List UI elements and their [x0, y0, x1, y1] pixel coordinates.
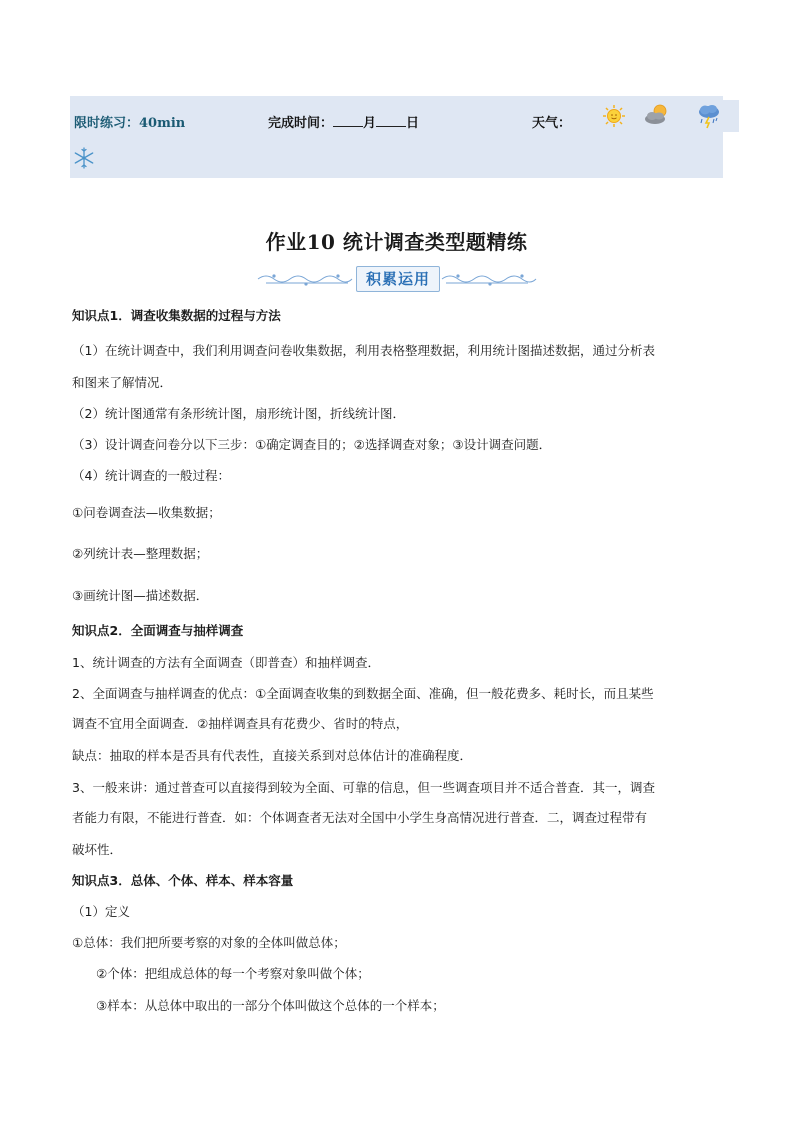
- text-line: ②列统计表—整理数据；: [72, 546, 209, 561]
- page-title: 作业10 统计调查类型题精练: [265, 230, 528, 254]
- text-line: ②个体：把组成总体的每一个考察对象叫做个体；: [96, 966, 370, 981]
- text-line: 者能力有限，不能进行普查．如：个体调查者无法对全国中小学生身高情况进行普查．二，调查过程带有: [72, 810, 648, 825]
- text-line: ①总体：我们把所要考察的对象的全体叫做总体；: [72, 935, 346, 950]
- header-band: [70, 96, 723, 178]
- text-line: ①问卷调查法—收集数据；: [72, 505, 221, 520]
- day-label: 日: [406, 116, 420, 131]
- section-banner: [256, 264, 538, 294]
- text-line: 破坏性．: [72, 842, 123, 857]
- day-blank[interactable]: [376, 114, 406, 127]
- text-line: ③画统计图—描述数据．: [72, 588, 209, 603]
- section-heading: 知识点1．调查收集数据的过程与方法: [72, 308, 281, 323]
- text-line: 3、一般来讲：通过普查可以直接得到较为全面、可靠的信息，但一些调查项目并不适合普查．其一，调查: [72, 780, 655, 795]
- text-line: （1）在统计调查中，我们利用调查问卷收集数据，利用表格整理数据，利用统计图描述数据，通过分析表: [72, 343, 655, 358]
- time-limit-label: 限时练习：40min: [74, 116, 186, 131]
- rain-thunder-icon[interactable]: [696, 102, 722, 130]
- month-blank[interactable]: [333, 114, 363, 127]
- month-label: 月: [363, 116, 377, 131]
- snowflake-icon[interactable]: [72, 146, 96, 170]
- weather-label: 天气：: [532, 116, 572, 131]
- text-line: 2、全面调查与抽样调查的优点：①全面调查收集的到数据全面、准确，但一般花费多、耗时长，而且某些: [72, 686, 654, 701]
- text-line: 1、统计调查的方法有全面调查（即普查）和抽样调查．: [72, 655, 380, 670]
- text-line: 和图来了解情况．: [72, 375, 173, 390]
- finish-time-label: 完成时间：: [268, 116, 334, 131]
- text-line: 缺点：抽取的样本是否具有代表性，直接关系到对总体估计的准确程度．: [72, 748, 473, 763]
- section-heading: 知识点3．总体、个体、样本、样本容量: [72, 873, 294, 888]
- text-line: （1）定义: [72, 904, 130, 919]
- text-line: （2）统计图通常有条形统计图，扇形统计图，折线统计图．: [72, 406, 405, 421]
- finish-time: [268, 112, 419, 131]
- partly-cloudy-icon[interactable]: [642, 102, 672, 128]
- section-heading: 知识点2．全面调查与抽样调查: [72, 623, 244, 638]
- header-tab: [723, 100, 739, 132]
- sun-icon[interactable]: [602, 104, 626, 128]
- text-line: （4）统计调查的一般过程：: [72, 468, 230, 483]
- text-line: （3）设计调查问卷分以下三步：①确定调查目的；②选择调查对象；③设计调查问题．: [72, 437, 552, 452]
- text-line: ③样本：从总体中取出的一部分个体叫做这个总体的一个样本；: [96, 998, 445, 1013]
- text-line: 调查不宜用全面调查．②抽样调查具有花费少、省时的特点，: [72, 716, 409, 731]
- banner-label: 积累运用: [356, 266, 440, 292]
